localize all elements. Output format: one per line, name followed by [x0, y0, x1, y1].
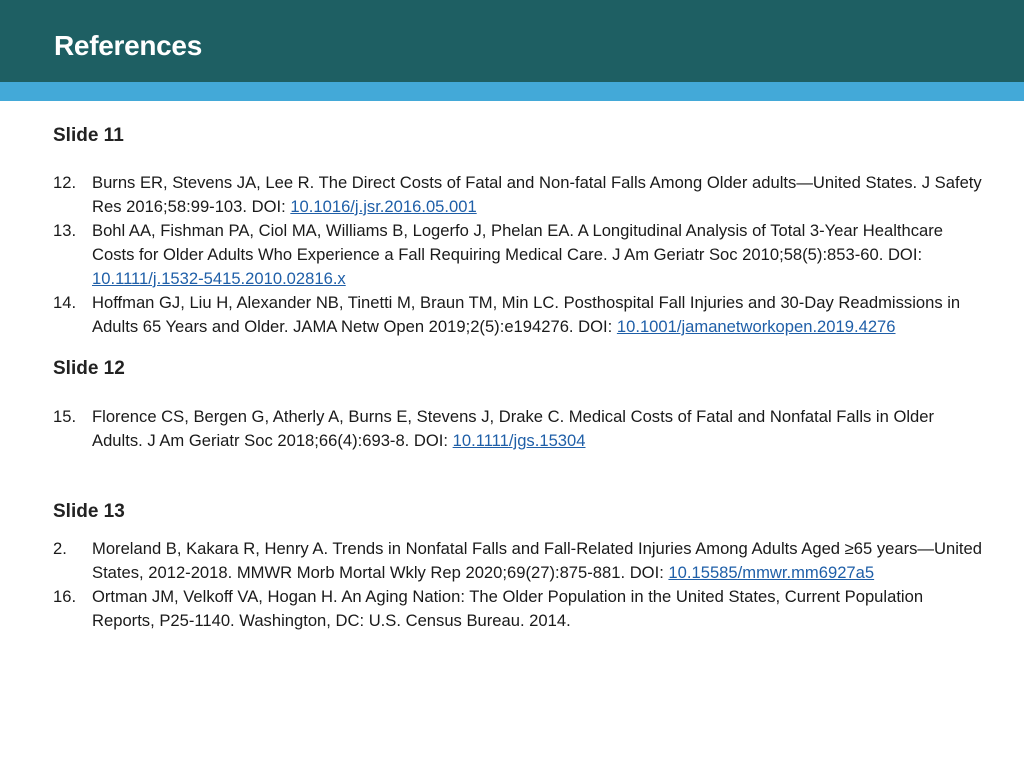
reference-text: Moreland B, Kakara R, Henry A. Trends in Nonfatal Falls and Fall-Related Injuries Among Adults Aged ≥65 years—United States, 2012-2018. MMWR Morb Mortal Wkly Rep 2020;69(27):875-881. DOI: [92, 539, 982, 582]
reference-number: 12. [53, 173, 77, 192]
reference-item [53, 537, 983, 585]
reference-text: Bohl AA, Fishman PA, Ciol MA, Williams B, Logerfo J, Phelan EA. A Longitudinal Analysis of Total 3-Year Healthcare Costs for Older Adults Who Experience a Fall Requiring Medical Care. J Am Geriatr Soc 2010;58(5):853-60. DOI: [92, 221, 944, 264]
title-bar [0, 0, 1024, 82]
reference-number: 13. [53, 221, 77, 240]
reference-list [53, 171, 983, 339]
reference-list [53, 537, 983, 633]
reference-list [53, 405, 983, 453]
reference-item [53, 171, 983, 219]
page-title: References [54, 30, 202, 61]
reference-item [53, 219, 983, 291]
reference-text: Hoffman GJ, Liu H, Alexander NB, Tinetti M, Braun TM, Min LC. Posthospital Fall Injuries and 30-Day Readmissions in Adults 65 Years and Older. JAMA Netw Open 2019;2(5):e194276. DOI: [92, 293, 961, 336]
section-slide-12 [53, 357, 983, 453]
reference-number: 2. [53, 539, 67, 558]
reference-item [53, 585, 983, 633]
doi-link[interactable]: 10.1016/j.jsr.2016.05.001 [290, 197, 477, 216]
reference-number: 16. [53, 587, 77, 606]
doi-link[interactable]: 10.15585/mmwr.mm6927a5 [668, 563, 875, 582]
references-content [53, 124, 983, 633]
section-heading: Slide 13 [53, 501, 125, 522]
reference-item [53, 405, 983, 453]
doi-link[interactable]: 10.1111/jgs.15304 [452, 431, 586, 450]
section-heading: Slide 11 [53, 125, 124, 146]
doi-link[interactable]: 10.1001/jamanetworkopen.2019.4276 [616, 317, 896, 336]
reference-text: Florence CS, Bergen G, Atherly A, Burns E, Stevens J, Drake C. Medical Costs of Fatal and Nonfatal Falls in Older Adults. J Am Geriatr Soc 2018;66(4):693-8. DOI: [92, 407, 935, 450]
reference-item [53, 291, 983, 339]
section-slide-11 [53, 124, 983, 339]
reference-text: Burns ER, Stevens JA, Lee R. The Direct Costs of Fatal and Non-fatal Falls Among Older adults—United States. J Safety Res 2016;58:99-103. DOI: [92, 173, 982, 216]
reference-number: 15. [53, 407, 77, 426]
accent-bar [0, 82, 1024, 101]
section-slide-13 [53, 500, 983, 633]
reference-number: 14. [53, 293, 77, 312]
reference-text: Ortman JM, Velkoff VA, Hogan H. An Aging Nation: The Older Population in the United States, Current Population Reports, P25-1140. Washington, DC: U.S. Census Bureau. 2014. [92, 587, 924, 630]
doi-link[interactable]: 10.1111/j.1532-5415.2010.02816.x [92, 269, 346, 288]
section-heading: Slide 12 [53, 358, 125, 379]
